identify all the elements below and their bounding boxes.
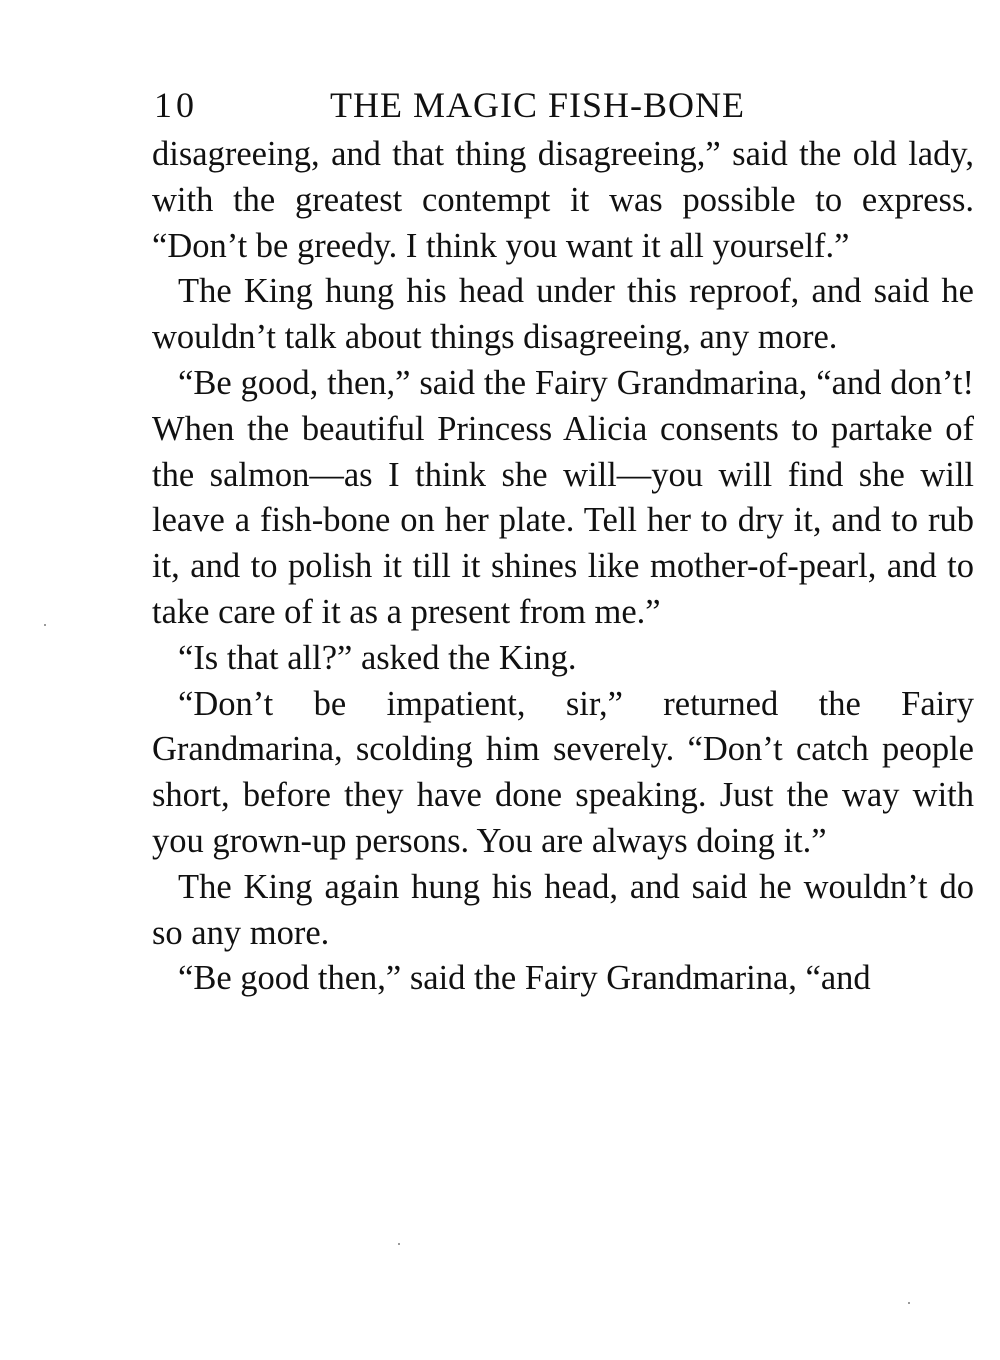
paragraph-continued: disagreeing, and that thing disagreeing,” said the old lady, with the greatest contempt it was possible to express. “Don’t be greedy. I think you want it all yourself.” (152, 135, 974, 265)
paper-speck (908, 1302, 910, 1304)
running-head (154, 82, 974, 128)
paper-speck (398, 1243, 400, 1245)
paragraph: The King again hung his head, and said he wouldn’t do so any more. (152, 867, 974, 952)
paragraph: “Don’t be impatient, sir,” returned the Fairy Grandmarina, scolding him severely. “Don’t catch people short, before they have done speaking. Just the way with you grown-up persons. You are always doing it.” (152, 684, 974, 860)
paragraph: The King hung his head under this reproof, and said he wouldn’t talk about things disagreeing, any more. (152, 272, 974, 357)
paper-speck (44, 624, 46, 626)
page-number: 10 (154, 85, 198, 125)
paragraph: “Is that all?” asked the King. (178, 638, 577, 677)
paragraph: “Be good, then,” said the Fairy Grandmarina, “and don’t! When the beautiful Princess Alicia consents to partake of the salmon—as I think she will—you will find she will leave a fish-bone on her plate. Tell her to dry it, and to rub it, and to polish it till it shines like mother-of-pearl, and to take care of it as a present from me.” (152, 363, 974, 631)
paragraph: “Be good then,” said the Fairy Grandmarina, “and (178, 959, 871, 998)
body-text (152, 132, 974, 1002)
running-title: THE MAGIC FISH-BONE (330, 85, 745, 125)
